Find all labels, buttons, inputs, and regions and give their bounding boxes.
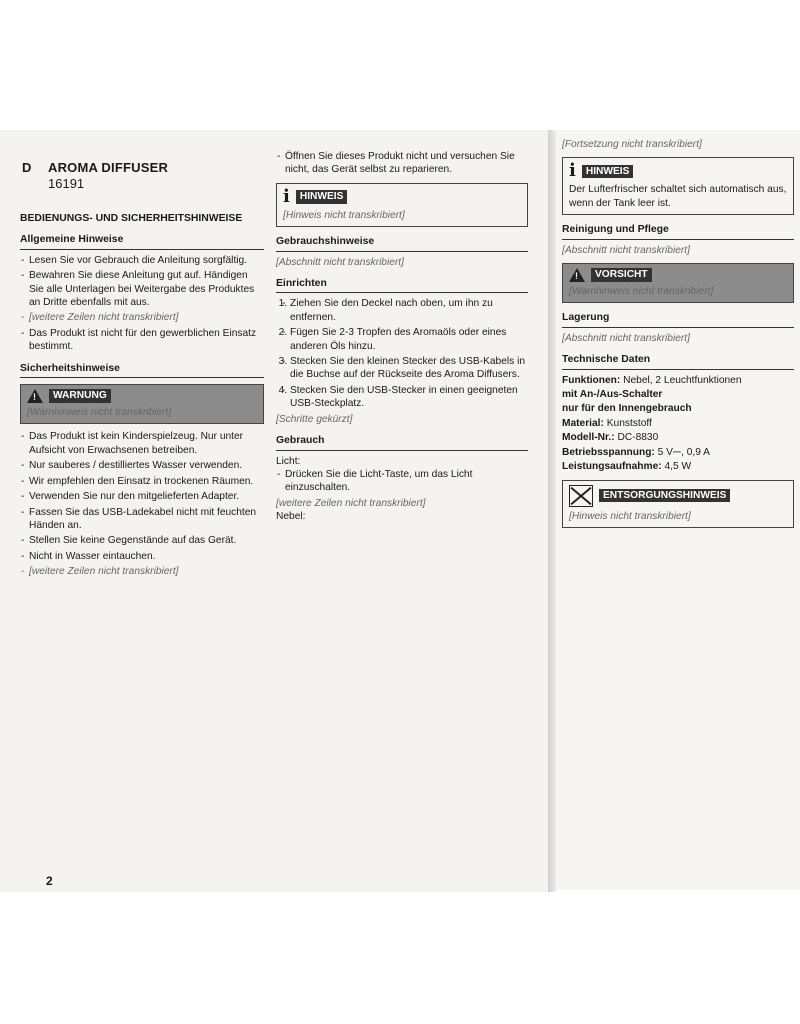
list-item: - Fassen Sie das USB-Ladekabel nicht mit feuchten Händen an. (29, 506, 264, 533)
spec-row: mit An-/Aus-Schalter (562, 389, 663, 401)
omitted-note: [Schritte gekürzt] (276, 413, 353, 425)
setup-steps (276, 297, 528, 410)
warning-box (20, 384, 264, 424)
column-2 (276, 150, 528, 524)
hint-label: HINWEIS (296, 190, 348, 203)
tech-spec-list (562, 374, 794, 474)
setup-heading: Einrichten (276, 277, 528, 293)
storage-heading: Lagerung (562, 311, 794, 327)
column-3 (562, 138, 794, 534)
spec-row: Betriebsspannung: 5 V⎓, 0,9 A (562, 446, 710, 458)
omitted-note: [Abschnitt nicht transkribiert] (562, 332, 690, 344)
hint-box-2 (562, 157, 794, 215)
setup-step: - 3. Stecken Sie den kleinen Stecker des USB-Kabels in die Buchse auf der Rückseite des Aroma Diffusers. (290, 355, 528, 382)
omitted-note: [Warnhinweis nicht transkribiert] (27, 407, 172, 419)
main-heading: BEDIENUNGS- UND SICHERHEITSHINWEISE (20, 213, 243, 224)
general-list (20, 254, 264, 354)
safety-list (20, 430, 264, 578)
list-item: - Wir empfehlen den Einsatz in trockenen Räumen. (29, 475, 264, 488)
general-heading: Allgemeine Hinweise (20, 233, 264, 249)
setup-step: - 2. Fügen Sie 2-3 Tropfen des Aromaöls oder eines anderen Öls hinzu. (290, 326, 528, 353)
light-label: Licht: (276, 455, 301, 467)
spec-row: Material: Kunststoff (562, 417, 652, 429)
spec-row: Modell-Nr.: DC-8830 (562, 432, 659, 444)
disposal-label: ENTSORGUNGSHINWEIS (599, 489, 730, 502)
product-title: AROMA DIFFUSER (48, 160, 169, 175)
hint-box (276, 183, 528, 227)
care-heading: Reinigung und Pflege (562, 223, 794, 239)
info-icon: i (283, 185, 290, 207)
omitted-note: [weitere Zeilen nicht transkribiert] (276, 497, 426, 509)
list-item: - Bewahren Sie diese Anleitung gut auf. Händigen Sie alle Unterlagen bei Weitergabe des Produktes an Dritte ebenfalls mit aus. (29, 269, 264, 309)
page-number: 2 (46, 874, 53, 888)
list-item: - Das Produkt ist kein Kinderspielzeug. Nur unter Aufsicht von Erwachsenen betreiben. (29, 430, 264, 457)
safety-heading: Sicherheitshinweise (20, 362, 264, 378)
info-icon: i (569, 160, 576, 182)
language-code: D (22, 160, 32, 175)
omitted-note: [Fortsetzung nicht transkribiert] (562, 139, 702, 150)
setup-step: - 4. Stecken Sie den USB-Stecker in einen geeigneten USB-Steckplatz. (290, 384, 528, 411)
list-item: - Öffnen Sie dieses Produkt nicht und versuchen Sie nicht, das Gerät selbst zu reparieren. (285, 150, 528, 177)
list-item: - Lesen Sie vor Gebrauch die Anleitung sorgfältig. (29, 254, 264, 267)
crossed-bin-icon (569, 485, 593, 507)
list-item: - Nur sauberes / destilliertes Wasser verwenden. (29, 459, 264, 472)
warning-triangle-icon (569, 268, 585, 282)
list-item: - Das Produkt ist nicht für den gewerblichen Einsatz bestimmt. (29, 327, 264, 354)
omitted-note: [Warnhinweis nicht transkribiert] (569, 286, 714, 298)
mist-label: Nebel: (276, 511, 306, 523)
list-item: - Drücken Sie die Licht-Taste, um das Licht einzuschalten. (285, 468, 528, 495)
spec-row: Leistungsaufnahme: 4,5 W (562, 461, 692, 473)
list-item: - Nicht in Wasser eintauchen. (29, 550, 264, 563)
column-1 (20, 160, 264, 581)
spec-row: Funktionen: Nebel, 2 Leuchtfunktionen (562, 374, 742, 386)
tech-heading: Technische Daten (562, 353, 794, 369)
usage-notes-heading: Gebrauchshinweise (276, 235, 528, 251)
use-heading: Gebrauch (276, 434, 528, 450)
hint-text: Der Lufterfrischer schaltet sich automatisch aus, wenn der Tank leer ist. (569, 184, 787, 209)
list-item: - Verwenden Sie nur den mitgelieferten Adapter. (29, 490, 264, 503)
setup-step: - 1. Ziehen Sie den Deckel nach oben, um ihn zu entfernen. (290, 297, 528, 324)
omitted-note: [Abschnitt nicht transkribiert] (276, 256, 404, 268)
caution-label: VORSICHT (591, 268, 652, 281)
book-gutter (548, 130, 556, 892)
warning-label: WARNUNG (49, 389, 111, 402)
omitted-note: - [weitere Zeilen nicht transkribiert] (29, 565, 264, 578)
disposal-box (562, 480, 794, 528)
spec-row: nur für den Innengebrauch (562, 403, 692, 415)
caution-box (562, 263, 794, 303)
omitted-note: [Hinweis nicht transkribiert] (569, 510, 691, 522)
warning-triangle-icon (27, 389, 43, 403)
omitted-note: [Abschnitt nicht transkribiert] (562, 244, 690, 256)
omitted-note: - [weitere Zeilen nicht transkribiert] (29, 311, 264, 324)
list-item: - Stellen Sie keine Gegenstände auf das Gerät. (29, 534, 264, 547)
article-number: 16191 (48, 176, 85, 191)
hint-label: HINWEIS (582, 165, 634, 178)
omitted-note: [Hinweis nicht transkribiert] (283, 209, 405, 221)
